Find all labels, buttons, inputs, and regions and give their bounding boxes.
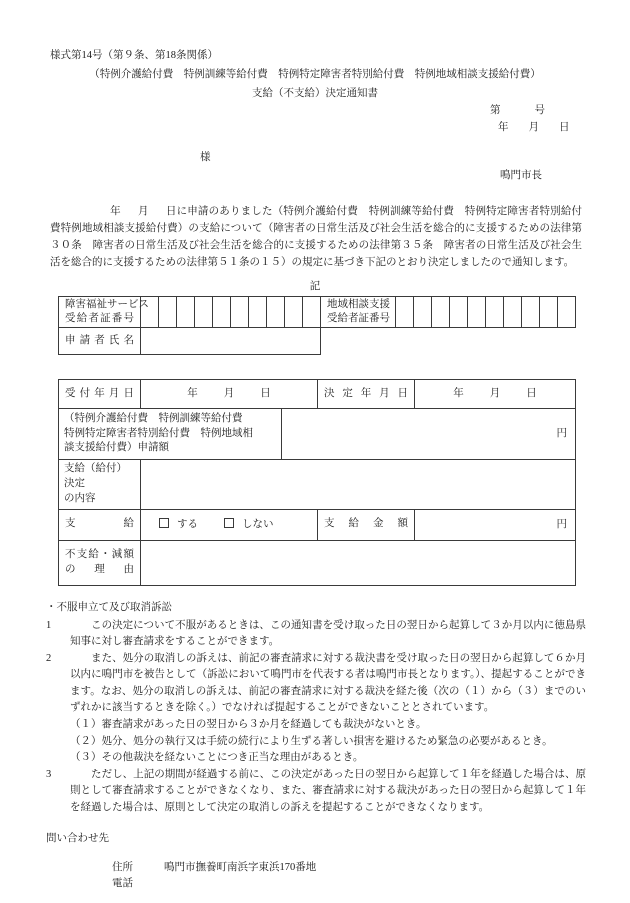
- regional-number-cell-10[interactable]: [558, 297, 576, 328]
- decision-content-value[interactable]: [141, 460, 576, 510]
- regional-number-cell-2[interactable]: [414, 297, 432, 328]
- table-row: [59, 409, 576, 460]
- label-decision-content: 支給（給付）決定 の内容: [59, 460, 141, 510]
- appeal-section: [46, 600, 586, 817]
- appeal-item-2: [46, 651, 586, 717]
- welfare-number-cell-5[interactable]: [213, 297, 231, 328]
- application-date-year: 年: [110, 206, 121, 217]
- checkbox-pay[interactable]: [159, 518, 169, 528]
- applicant-name-value[interactable]: [141, 328, 321, 355]
- payment-amount-unit: 円: [556, 518, 568, 530]
- appeal-item-3: [46, 767, 586, 817]
- document-date-year: 年: [498, 122, 509, 133]
- checkbox-not-pay[interactable]: [224, 518, 234, 528]
- table-row: [59, 540, 576, 585]
- appeal-item-2-text: また、処分の取消しの訴えは、前記の審査請求に対する裁決書を受け取った日の翌日から起算して６か月以内に鳴門市を被告として（訴訟において鳴門市を代表する者は鳴門市長となります。）、提起することができます。なお、処分の取消しの訴えは、前記の審査請求に対する裁決を経た後（次の（１）から（３）までのいずれかに該当するときを除く。）でなければ提起することができないこととされています。: [70, 652, 586, 714]
- document-number-suffix: 号: [534, 105, 545, 116]
- label-regional-support-number: 地域相談支援 受給者証番号: [321, 297, 396, 328]
- label-payment: 支給: [59, 509, 141, 540]
- label-decision-date: 決定年月日: [318, 380, 415, 409]
- paragraph-rest: 特例地域相談支援給付費）の支給について（障害者の日常生活及び社会生活を総合的に支援するための法律第３０条 障害者の日常生活及び社会生活を総合的に支援するための法律第３５条 障害者の日常生活及び社会生活を総合的に支援するための法律第５１条の１５）の規定に基づき下記のとおり決定しましたので通知します。: [50, 223, 583, 268]
- appeal-item-1: [46, 618, 586, 651]
- regional-number-cell-4[interactable]: [450, 297, 468, 328]
- application-date-month: 月: [137, 206, 149, 217]
- regional-number-cell-8[interactable]: [522, 297, 540, 328]
- welfare-number-cell-7[interactable]: [249, 297, 267, 328]
- welfare-number-cell-8[interactable]: [267, 297, 285, 328]
- regional-number-cell-9[interactable]: [540, 297, 558, 328]
- appeal-item-1-number: 1: [46, 619, 52, 631]
- regional-number-cell-3[interactable]: [432, 297, 450, 328]
- document-title-line1: （特例介護給付費 特例訓練等給付費 特例特定障害者特別給付費 特例地域相談支援給付費）: [89, 69, 541, 80]
- form-number: 様式第14号（第９条、第18条関係）: [50, 50, 218, 61]
- regional-number-cell-5[interactable]: [468, 297, 486, 328]
- contact-phone-label: 電話: [112, 878, 133, 890]
- appeal-sub-item-2: （２）処分、処分の執行又は手続の続行により生ずる著しい損害を避けるため緊急の必要があるとき。: [70, 735, 553, 747]
- welfare-number-cell-3[interactable]: [177, 297, 195, 328]
- document-number-field: [490, 103, 545, 119]
- application-date-day-text: 日に申請のありました（特例介護給付費 特例訓練等給付費 特例特定障害者特別給付費: [50, 206, 583, 234]
- document-date-field: [498, 120, 570, 136]
- table-row: [59, 380, 576, 409]
- welfare-number-cell-6[interactable]: [231, 297, 249, 328]
- addressee-honorific: 様: [200, 152, 211, 163]
- label-welfare-service-number: 障害福祉サービス 受給者証番号: [59, 297, 141, 328]
- label-request-amount: （特例介護給付費 特例訓練等給付費 特例特定障害者特別給付費 特例地域相 談支援給付費）申請額: [59, 409, 282, 460]
- decision-detail-table: [58, 379, 576, 586]
- ki-marker: 記: [309, 281, 321, 292]
- contact-address-value: 鳴門市撫養町南浜字東浜170番地: [164, 862, 317, 873]
- document-title-line2: 支給（不支給）決定通知書: [252, 88, 378, 99]
- table-row: [59, 460, 576, 510]
- table-row: [59, 328, 576, 355]
- table-row: [59, 509, 576, 540]
- contact-details: [112, 860, 316, 893]
- document-number-prefix: 第: [490, 105, 501, 116]
- request-amount-unit: 円: [556, 428, 568, 440]
- notification-paragraph: [50, 203, 582, 271]
- appeal-heading: ・不服申立て及び取消訴訟: [46, 602, 172, 613]
- appeal-sub-item-3: （３）その他裁決を経ないことにつき正当な理由があるとき。: [70, 752, 364, 764]
- recipient-number-table: [58, 296, 576, 355]
- table-row: [59, 297, 576, 328]
- contact-phone-row: [112, 876, 316, 892]
- appeal-sub-item-1: （１）審査請求があった日の翌日から３か月を経過しても裁決がないとき。: [70, 719, 427, 731]
- welfare-number-cell-9[interactable]: [285, 297, 303, 328]
- receipt-date-value[interactable]: 年 月 日: [141, 380, 318, 409]
- contact-address-row: [112, 860, 316, 876]
- label-applicant-name: 申請者氏名: [59, 328, 141, 355]
- issuer-name: 鳴門市長: [500, 170, 542, 181]
- payment-amount-value[interactable]: [415, 509, 576, 540]
- regional-number-cell-6[interactable]: [486, 297, 504, 328]
- welfare-number-cell-4[interactable]: [195, 297, 213, 328]
- welfare-number-cell-10[interactable]: [303, 297, 321, 328]
- label-reason: 不支給・減額 の理由: [59, 540, 141, 585]
- payment-options: [141, 509, 318, 540]
- regional-number-cell-1[interactable]: [396, 297, 414, 328]
- applicant-name-spacer: [321, 328, 576, 355]
- option-not-pay-label: しない: [242, 518, 274, 530]
- welfare-number-cell-2[interactable]: [159, 297, 177, 328]
- appeal-item-3-number: 3: [46, 768, 52, 780]
- contact-address-label: 住所: [112, 862, 133, 873]
- reason-value[interactable]: [141, 540, 576, 585]
- document-date-day: 日: [559, 122, 570, 133]
- contact-heading: 問い合わせ先: [46, 833, 109, 844]
- document-date-month: 月: [528, 122, 539, 133]
- appeal-item-3-text: ただし、上記の期間が経過する前に、この決定があった日の翌日から起算して１年を経過した場合は、原則として審査請求することができなくなり、また、審査請求に対する裁決があった日の翌日から起算して１年を経過した場合は、原則として決定の取消しの訴えを提起することができなくなります。: [70, 768, 586, 813]
- label-payment-amount: 支給金額: [318, 509, 415, 540]
- option-pay-label: する: [177, 518, 198, 530]
- regional-number-cell-7[interactable]: [504, 297, 522, 328]
- appeal-item-1-text: この決定について不服があるときは、この通知書を受け取った日の翌日から起算して３か月以内に徳島県知事に対し審査請求をすることができます。: [70, 619, 586, 648]
- label-receipt-date: 受付年月日: [59, 380, 141, 409]
- appeal-item-2-number: 2: [46, 652, 52, 664]
- decision-date-value[interactable]: 年 月 日: [415, 380, 576, 409]
- request-amount-value[interactable]: [282, 409, 576, 460]
